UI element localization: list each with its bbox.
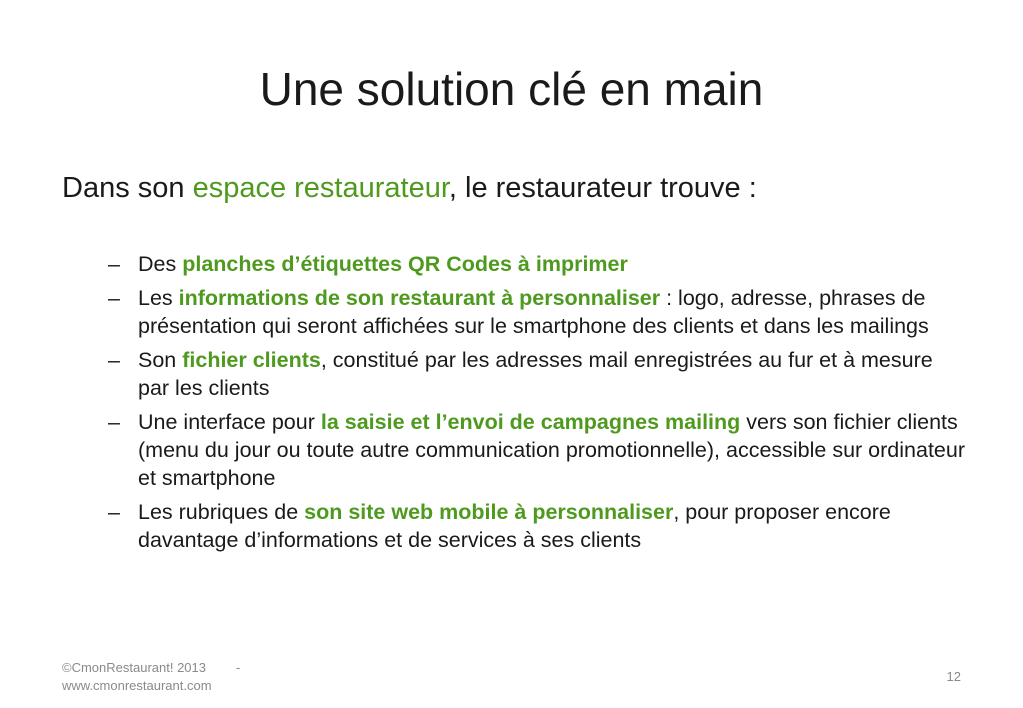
intro-after: , le restaurateur trouve :: [448, 172, 757, 204]
bullet-dash: –: [108, 252, 120, 276]
bullet-highlight: son site web mobile à personnaliser: [304, 500, 674, 524]
bullet-before: Une interface pour: [138, 410, 321, 434]
bullet-dash: –: [108, 348, 120, 372]
bullet-item-mailing: [108, 408, 968, 492]
footer-line-1: [62, 659, 240, 677]
bullet-before: Les: [138, 286, 179, 310]
bullet-before: Les rubriques de: [138, 500, 305, 524]
bullet-dash: –: [108, 286, 120, 310]
bullet-before: Des: [138, 252, 183, 276]
bullet-highlight: fichier clients: [182, 348, 321, 372]
bullet-after: : logo, adresse, phrases de présentation qui seront affichées sur le smartphone des clients et dans les mailings: [138, 286, 929, 338]
page-number: 12: [946, 669, 961, 684]
slide-title: Une solution clé en main: [259, 63, 764, 115]
footer-separator: -: [236, 660, 241, 675]
bullet-item-restaurant-info: [108, 284, 968, 340]
bullet-item-labels: [108, 250, 968, 278]
bullet-highlight: la saisie et l’envoi de campagnes mailing: [320, 410, 741, 434]
bullet-list: [108, 250, 968, 560]
bullet-after: , constitué par les adresses mail enregistrées au fur et à mesure par les clients: [138, 348, 933, 400]
bullet-highlight: informations de son restaurant à personnaliser: [178, 286, 661, 310]
footer-credits: [62, 659, 240, 695]
bullet-dash: –: [108, 410, 120, 434]
bullet-item-client-file: [108, 346, 968, 402]
intro-highlight: espace restaurateur: [192, 172, 449, 204]
intro-before: Dans son: [62, 172, 193, 204]
bullet-highlight: planches d’étiquettes QR Codes à imprimer: [182, 252, 628, 276]
intro-sentence: [62, 168, 757, 208]
footer-copyright: ©CmonRestaurant! 2013: [62, 660, 206, 675]
bullet-after: , pour proposer encore davantage d’informations et de services à ses clients: [138, 500, 891, 552]
bullet-item-mobile-site: [108, 498, 968, 554]
bullet-after: vers son fichier clients (menu du jour ou toute autre communication promotionnelle), accessible sur ordinateur et smartphone: [138, 410, 965, 490]
bullet-before: Son: [138, 348, 183, 372]
bullet-dash: –: [108, 500, 120, 524]
footer-website: www.cmonrestaurant.com: [62, 678, 212, 693]
